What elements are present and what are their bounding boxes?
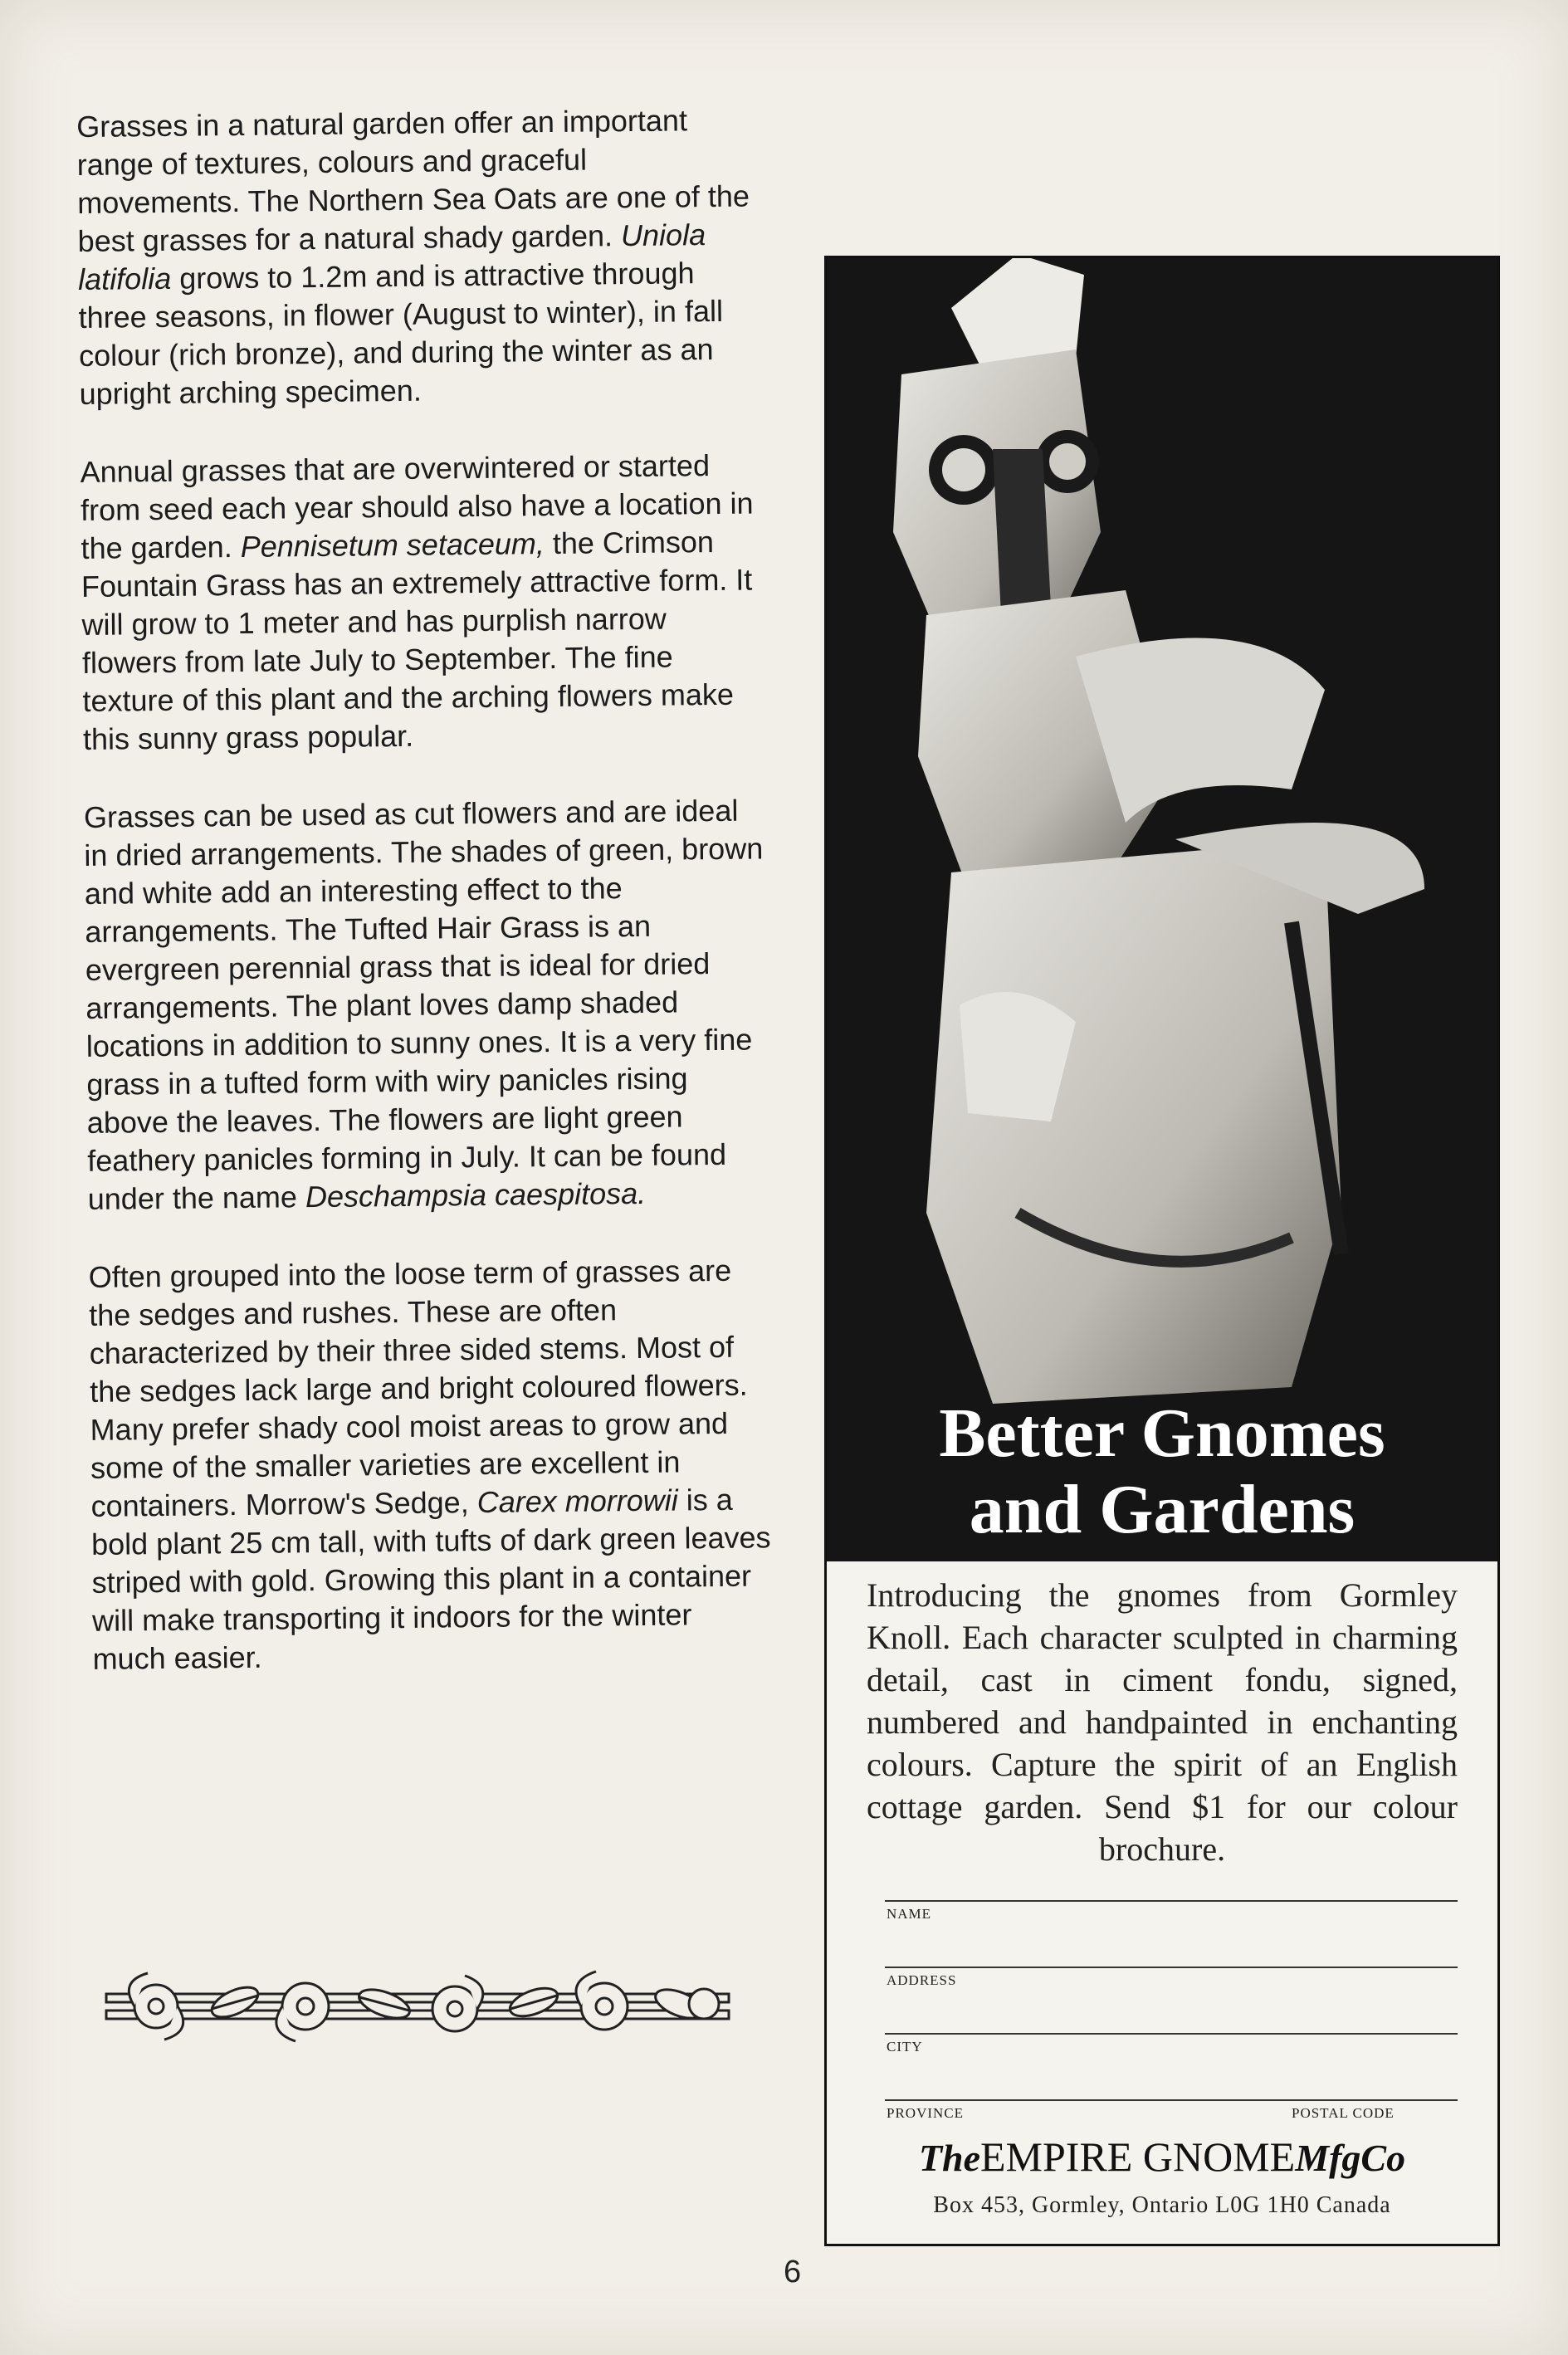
postal-code-field-label: POSTAL CODE [1292, 2105, 1395, 2121]
article-paragraph: Often grouped into the loose term of grasses are the sedges and rushes. These are often characterized by their three sided stems. Most of the sedges lack large and bright coloured flowers. Many prefer shady cool moist areas to grow and some of the smaller varieties are excellent in containers. Morrow's Sedge, Carex morrowii is a bold plant 25 cm tall, with tufts of dark green leaves striped with gold. Growing this plant in a container will make transporting it indoors for the winter much easier. [88, 1253, 771, 1676]
gnome-advertisement [824, 256, 1500, 2246]
city-field-label: CITY [887, 2039, 923, 2055]
gnome-photo [827, 258, 1497, 1561]
article-paragraph: Grasses in a natural garden offer an important range of textures, colours and graceful movements. The Northern Sea Oats are one of the best grasses for a natural shady garden. Uniola latifolia grows to 1.2m and is attractive through three seasons, in flower (August to winter), in fall colour (rich bronze), and during the winter as an upright arching specimen. [76, 103, 750, 411]
ad-headline-line1: Better Gnomes [939, 1395, 1385, 1472]
page-number: 6 [784, 2255, 802, 2289]
name-field-label: NAME [887, 1906, 932, 1922]
article-paragraph: Grasses can be used as cut flowers and are ideal in dried arrangements. The shades of green, brown and white add an interesting effect to the arrangements. The Tufted Hair Grass is an evergreen perennial grass that is ideal for dried arrangements. The plant loves damp shaded locations in addition to sunny ones. It is a very fine grass in a tufted form with wiry panicles rising above the leaves. The flowers are light green feathery panicles forming in July. It can be found under the name Deschampsia caespitosa. [83, 793, 764, 1216]
name-field-line[interactable] [885, 1900, 1458, 1902]
address-field-label: ADDRESS [887, 1972, 957, 1988]
city-field-line[interactable] [885, 2033, 1458, 2035]
company-logo: TheEMPIRE GNOMEMfgCo [918, 2133, 1406, 2180]
floral-divider-ornament [98, 1961, 737, 2052]
province-field-label: PROVINCE [887, 2105, 965, 2121]
address-field-line[interactable] [885, 1967, 1458, 1968]
province-postal-field-line[interactable] [885, 2099, 1458, 2101]
article-text [76, 100, 774, 1717]
ad-headline [827, 1395, 1497, 1548]
company-address: Box 453, Gormley, Ontario L0G 1H0 Canada [933, 2192, 1391, 2218]
article-paragraph: Annual grasses that are overwintered or started from seed each year should also have a location in the garden. Pennisetum setaceum, the Crimson Fountain Grass has an extremely attractive form. It will grow to 1 meter and has purplish narrow flowers from late July to September. The fine texture of this plant and the arching flowers make this sunny grass popular. [80, 448, 754, 756]
ad-headline-line2: and Gardens [969, 1471, 1356, 1548]
gnome-statue-image [827, 258, 1497, 1561]
ad-body-copy: Introducing the gnomes from Gormley Knoll. Each character sculpted in charming detail, cast in ciment fondu, signed, numbered and handpainted in enchanting colours. Capture the spirit of an English cottage garden. Send $1 for our colour brochure. [867, 1576, 1458, 1868]
